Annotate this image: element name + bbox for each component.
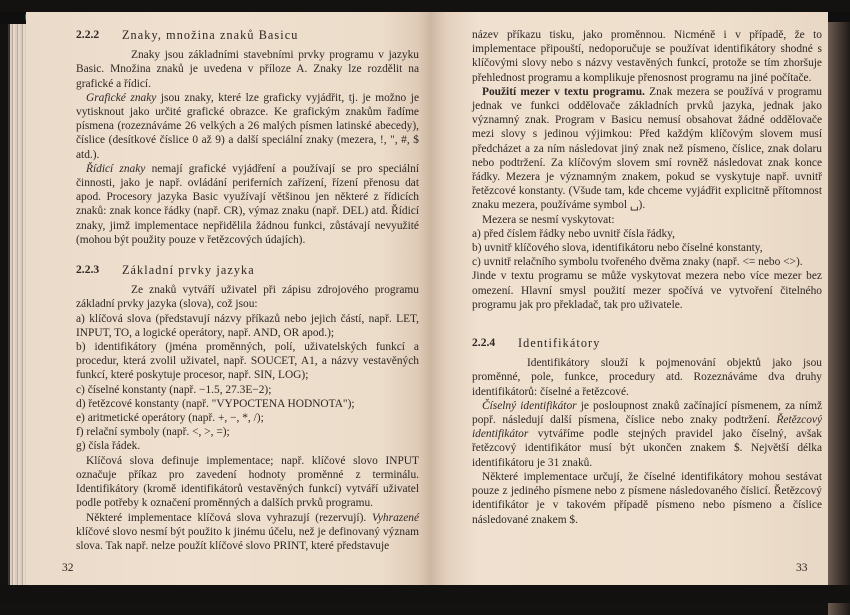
- list-item: a) klíčová slova (představují názvy příkazů nebo jejich částí, např. LET, INPUT, TO, a logické operátory, např. AND, OR apod.);: [76, 312, 419, 339]
- book-bottom-edge: [0, 585, 850, 603]
- paragraph: Některé implementace klíčová slova vyhrazují (rezervují). Vyhrazené klíčové slovo nesmí být použito k jinému účelu, než je definovaný význam slova. Tak např. nelze použít klíčové slovo PRINT, které představuje: [76, 511, 419, 552]
- list-item: d) řetězcové konstanty (např. "VYPOCTENA HODNOTA");: [76, 397, 355, 410]
- book-cover-edge: [828, 22, 850, 615]
- list-item: c) uvnitř relačního symbolu tvořeného dvěma znaky (např. <= nebo <>).: [472, 256, 803, 269]
- list-item: c) číselné konstanty (např. −1.5, 27.3E−2);: [76, 383, 272, 396]
- list-item: g) čísla řádek.: [76, 440, 141, 453]
- run-in-heading: Použití mezer v textu programu.: [482, 85, 645, 98]
- paragraph: název příkazu tisku, jako proměnnou. Nicméně i v případě, že to implementace připouští, nedoporučuje se používat identifikátory shodné s klíčovými slovy nebo s názvy vestavěných funkcí, protože se tím zhoršuje přehlednost programu a komplikuje přenosnost programu na jiné počítače.: [472, 29, 822, 84]
- section-title: Identifikátory: [518, 336, 601, 351]
- section-heading: [76, 28, 419, 42]
- term: Řetězcový identifikátor: [472, 414, 822, 441]
- list-item: b) identifikátory (jména proměnných, polí, uživatelských funkcí a procedur, která zvolil uživatel, např. SOUCET, A1, a názvy vestavěných funkcí, které poskytuje procesor, např. SIN, LOG);: [76, 341, 419, 382]
- paragraph: Číselný identifikátor je posloupnost znaků začínající písmenem, za nímž popř. následují další písmena, číslice nebo znaky podtržení. Řetězcový identifikátor vytváříme podle stejných pravidel jako číselný, avšak řetězcový identifikátor musí být ukončen znakem $. Největší délka identifikátoru je 31 znaků.: [472, 399, 822, 469]
- section-heading: [472, 336, 822, 350]
- left-page: [26, 12, 430, 585]
- paragraph: Klíčová slova definuje implementace; např. klíčové slovo INPUT označuje příkaz pro zavedení hodnoty proměnné z terminálu. Identifikátory (kromě identifikátorů vestavěných funkcí) vytváří uživatel podle potřeby k označení proměnných a dalších prvků programu.: [76, 454, 419, 510]
- section-title: Znaky, množina znaků Basicu: [122, 28, 299, 42]
- right-page-text: [472, 28, 822, 527]
- term: Vyhrazené: [371, 511, 419, 524]
- paragraph: Znaky jsou základními stavebními prvky programu v jazyku Basic. Množina znaků je uvedena v příloze A. Znaky lze rozdělit na grafické a řídicí.: [76, 49, 419, 90]
- section-title: Základní prvky jazyka: [122, 263, 255, 278]
- paragraph: Ze znaků vytváří uživatel při zápisu zdrojového programu základní prvky jazyka (slova), což jsou:: [76, 284, 419, 311]
- term: Grafické znaky: [86, 91, 157, 104]
- right-page: [430, 12, 828, 585]
- term: Číselný identifikátor: [482, 399, 577, 412]
- paragraph: Řídicí znaky nemají grafické vyjádření a používají se pro speciální činnosti, jako je např. ovládání periferních zařízení, řízení přenosu dat apod. Procesory jazyka Basic využívají většinou jen některé z řídicích znaků: znak konce řádky (např. CR), výmaz znaku (např. DEL) atd. Řídicí znaky, jimž implementace nepřidělila žádnou funkci, zůstávají nevyužité (mohou být použity pouze v řetězcových údajích).: [76, 162, 419, 246]
- paragraph: Některé implementace určují, že číselné identifikátory mohou sestávat pouze z jediného písmene nebo z písmene následovaného číslicí. Řetězcový identifikátor je v takovém případě písmeno nebo písmeno a číslice následované znakem $.: [472, 470, 822, 526]
- paragraph: Použití mezer v textu programu. Znak mezera se používá v programu jednak ve funkci oddělovače základních prvků jazyka, jednak jako významný znak. Program v Basicu nemusí obsahovat žádné oddělovače mezi slovy s jedinou výjimkou: Před každým klíčovým slovem musí předcházet a za ním následovat jiný znak než písmeno, číslice, znak dolaru nebo podtržení. Za klíčovým slovem smí rovněž následovat znak konce řádky. Mezera je významným znakem, pokud se vyskytuje např. uvnitř řetězcové konstanty. (Všude tam, kde chceme vyjádřit explicitně přítomnost znaku mezera, používáme symbol ␣).: [472, 85, 822, 212]
- book-spread: [26, 12, 828, 585]
- term: Řídicí znaky: [86, 162, 146, 175]
- list-item: e) aritmetické operátory (např. +, −, *, /);: [76, 412, 264, 425]
- section-number: 2.2.4: [472, 336, 496, 350]
- page-stack-edge: [8, 24, 28, 597]
- section-number: 2.2.2: [76, 28, 100, 41]
- list-item: a) před číslem řádky nebo uvnitř čísla řádky,: [472, 227, 675, 240]
- paragraph: Jinde v textu programu se může vyskytovat mezera nebo více mezer bez omezení. Hlavní smysl použití mezer spočívá ve vytvoření čitelného programu jak pro překladač, tak pro uživatele.: [472, 270, 822, 311]
- page-number: 33: [796, 562, 808, 575]
- section-number: 2.2.3: [76, 263, 100, 277]
- paragraph: Identifikátory slouží k pojmenování objektů jako jsou proměnné, pole, funkce, procedury atd. Rozeznáváme dva druhy identifikátorů: číselné a řetězcové.: [472, 357, 822, 398]
- section-heading: [76, 263, 419, 277]
- paragraph: Mezera se nesmí vyskytovat:: [482, 213, 615, 226]
- page-number: 32: [62, 562, 74, 575]
- paragraph: Grafické znaky jsou znaky, které lze graficky vyjádřit, tj. je možno je vytisknout jako určité grafické obrazce. Ke grafickým znakům řadíme písmena (rozeznáváme 26 velkých a 26 malých písmen latinské abecedy), číslice (desítkové číslice 0 až 9) a další speciální znaky (mezera, !, ", #, $ atd.).: [76, 91, 420, 161]
- left-page-text: [76, 28, 419, 553]
- list-item: b) uvnitř klíčového slova, identifikátoru nebo číselné konstanty,: [472, 242, 763, 255]
- list-item: f) relační symboly (např. <, >, =);: [76, 426, 230, 439]
